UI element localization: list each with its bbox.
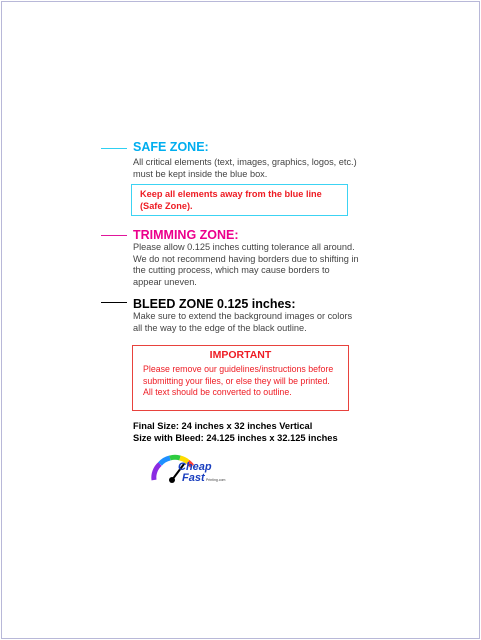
safe-zone-box-line: Keep all elements away from the blue line xyxy=(140,189,322,199)
safe-zone-desc-line: must be kept inside the blue box. xyxy=(133,168,268,179)
important-text xyxy=(143,364,333,399)
trimming-zone-desc-line: We do not recommend having borders due to shifting in xyxy=(133,253,359,264)
important-line: Please remove our guidelines/instructions before xyxy=(143,364,334,374)
final-size-info xyxy=(133,421,338,444)
safe-zone-description xyxy=(133,157,373,180)
safe-zone-desc-line: All critical elements (text, images, graphics, logos, etc.) xyxy=(133,157,357,167)
bleed-zone-desc-line: all the way to the edge of the black outline. xyxy=(133,322,307,333)
trimming-zone-line-marker xyxy=(101,235,127,236)
logo-word-fast: Fast xyxy=(182,472,205,484)
important-title: IMPORTANT xyxy=(209,349,272,361)
important-line: All text should be converted to outline. xyxy=(143,387,292,398)
safe-zone-title: SAFE ZONE: xyxy=(133,140,209,154)
safe-zone-box xyxy=(131,184,348,216)
trimming-zone-title: TRIMMING ZONE: xyxy=(133,228,239,242)
bleed-zone-description xyxy=(133,311,373,334)
trimming-zone-desc-line: the cutting process, which may cause borders to xyxy=(133,265,330,276)
bleed-zone-title: BLEED ZONE 0.125 inches: xyxy=(133,297,296,311)
safe-zone-box-line: (Safe Zone). xyxy=(140,200,193,211)
important-notice-box xyxy=(132,345,349,411)
logo-word-cheap: Cheap xyxy=(178,461,212,473)
bleed-size-line: Size with Bleed: 24.125 inches x 32.125 inches xyxy=(133,432,338,443)
trimming-zone-desc-line: appear uneven. xyxy=(133,276,197,287)
cheap-fast-printing-logo xyxy=(148,450,238,490)
final-size-line: Final Size: 24 inches x 32 inches Vertical xyxy=(133,421,313,431)
trimming-zone-description xyxy=(133,242,373,288)
trimming-zone-desc-line: Please allow 0.125 inches cutting tolerance all around. xyxy=(133,242,355,252)
safe-zone-line-marker xyxy=(101,148,127,149)
bleed-zone-desc-line: Make sure to extend the background images or colors xyxy=(133,311,353,321)
bleed-zone-line-marker xyxy=(101,302,127,303)
logo-word-printing: Printing.com xyxy=(206,478,226,482)
safe-zone-box-text xyxy=(140,189,322,212)
important-line: submitting your files, or else they will be printed. xyxy=(143,375,330,386)
